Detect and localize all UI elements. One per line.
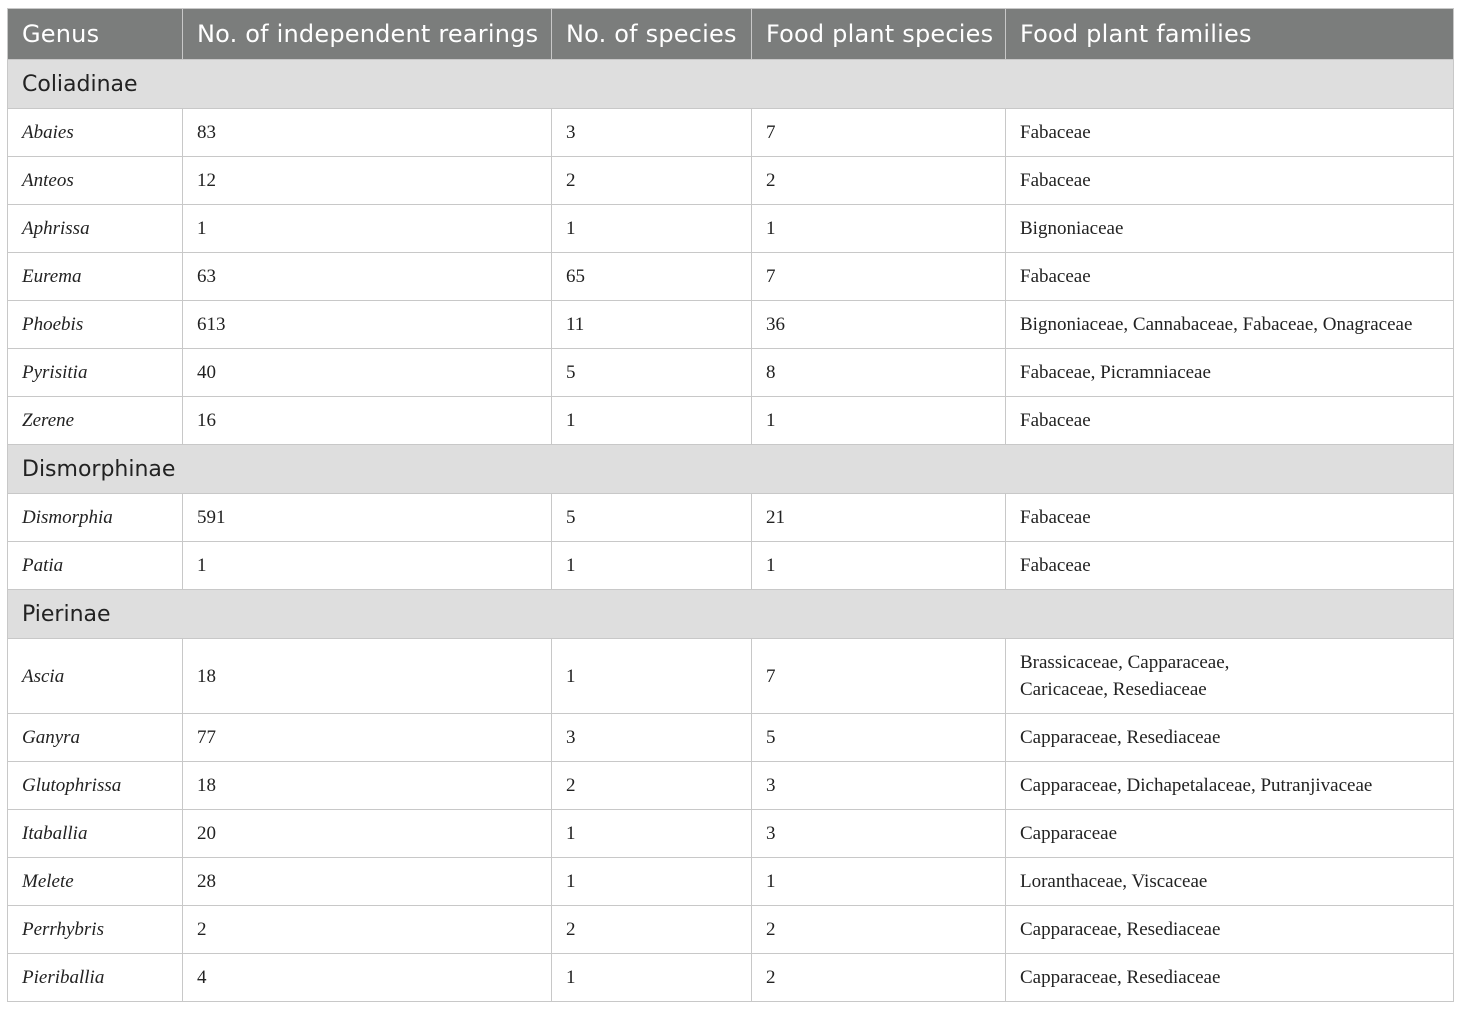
- rearings-cell: 83: [183, 109, 552, 157]
- families-cell: Fabaceae: [1006, 542, 1454, 590]
- table-row: [8, 397, 1454, 445]
- table-row: [8, 954, 1454, 1002]
- header-food-plant-species: Food plant species: [752, 9, 1006, 60]
- food-species-cell: 7: [752, 639, 1006, 714]
- food-species-cell: 1: [752, 542, 1006, 590]
- genus-cell: Patia: [8, 542, 183, 590]
- table-row: [8, 858, 1454, 906]
- group-row-coliadinae: [8, 60, 1454, 109]
- rearings-cell: 2: [183, 906, 552, 954]
- table-row: [8, 205, 1454, 253]
- families-cell: Loranthaceae, Viscaceae: [1006, 858, 1454, 906]
- table-row: [8, 349, 1454, 397]
- families-line-2: Caricaceae, Resediaceae: [1020, 679, 1207, 700]
- genus-cell: Perrhybris: [8, 906, 183, 954]
- table-body: [8, 60, 1454, 1002]
- species-cell: 1: [552, 858, 752, 906]
- rearings-cell: 77: [183, 714, 552, 762]
- food-species-cell: 1: [752, 397, 1006, 445]
- genus-cell: Abaies: [8, 109, 183, 157]
- rearings-cell: 20: [183, 810, 552, 858]
- species-cell: 2: [552, 906, 752, 954]
- families-cell: Capparaceae, Dichapetalaceae, Putranjivaceae: [1006, 762, 1454, 810]
- families-cell: Fabaceae: [1006, 157, 1454, 205]
- table-row: [8, 109, 1454, 157]
- food-species-cell: 7: [752, 109, 1006, 157]
- header-food-plant-families: Food plant families: [1006, 9, 1454, 60]
- table-row: [8, 494, 1454, 542]
- species-cell: 1: [552, 954, 752, 1002]
- food-species-cell: 8: [752, 349, 1006, 397]
- rearings-cell: 16: [183, 397, 552, 445]
- species-cell: 3: [552, 714, 752, 762]
- genus-cell: Aphrissa: [8, 205, 183, 253]
- families-cell: Capparaceae: [1006, 810, 1454, 858]
- table-row: [8, 906, 1454, 954]
- families-cell: [1006, 639, 1454, 714]
- header-rearings: No. of independent rearings: [183, 9, 552, 60]
- food-species-cell: 2: [752, 906, 1006, 954]
- header-species: No. of species: [552, 9, 752, 60]
- genus-cell: Anteos: [8, 157, 183, 205]
- food-species-cell: 2: [752, 157, 1006, 205]
- species-cell: 2: [552, 762, 752, 810]
- species-cell: 11: [552, 301, 752, 349]
- group-label: Dismorphinae: [8, 445, 1454, 494]
- species-cell: 3: [552, 109, 752, 157]
- genus-cell: Itaballia: [8, 810, 183, 858]
- families-cell: Capparaceae, Resediaceae: [1006, 954, 1454, 1002]
- genus-cell: Zerene: [8, 397, 183, 445]
- food-species-cell: 3: [752, 810, 1006, 858]
- genus-cell: Pieriballia: [8, 954, 183, 1002]
- table-row: [8, 639, 1454, 714]
- food-species-cell: 1: [752, 858, 1006, 906]
- species-cell: 1: [552, 542, 752, 590]
- genus-cell: Ascia: [8, 639, 183, 714]
- rearings-cell: 18: [183, 639, 552, 714]
- families-cell: Fabaceae: [1006, 109, 1454, 157]
- families-cell: Capparaceae, Resediaceae: [1006, 714, 1454, 762]
- table-header: [8, 9, 1454, 60]
- families-line-1: Brassicaceae, Capparaceae,: [1020, 652, 1230, 673]
- header-row: [8, 9, 1454, 60]
- genus-cell: Ganyra: [8, 714, 183, 762]
- header-genus: Genus: [8, 9, 183, 60]
- species-cell: 2: [552, 157, 752, 205]
- families-cell: Fabaceae: [1006, 253, 1454, 301]
- families-cell: Fabaceae: [1006, 494, 1454, 542]
- group-label: Pierinae: [8, 590, 1454, 639]
- species-cell: 65: [552, 253, 752, 301]
- group-label: Coliadinae: [8, 60, 1454, 109]
- genus-cell: Glutophrissa: [8, 762, 183, 810]
- table-row: [8, 301, 1454, 349]
- table-row: [8, 542, 1454, 590]
- families-cell: Fabaceae: [1006, 397, 1454, 445]
- table-row: [8, 714, 1454, 762]
- rearings-cell: 1: [183, 542, 552, 590]
- families-cell: Bignoniaceae, Cannabaceae, Fabaceae, Onagraceae: [1006, 301, 1454, 349]
- food-species-cell: 5: [752, 714, 1006, 762]
- group-row-dismorphinae: [8, 445, 1454, 494]
- rearings-cell: 613: [183, 301, 552, 349]
- species-cell: 5: [552, 349, 752, 397]
- genus-cell: Pyrisitia: [8, 349, 183, 397]
- food-species-cell: 36: [752, 301, 1006, 349]
- genus-cell: Melete: [8, 858, 183, 906]
- table-row: [8, 810, 1454, 858]
- rearings-cell: 1: [183, 205, 552, 253]
- food-species-cell: 2: [752, 954, 1006, 1002]
- food-species-cell: 7: [752, 253, 1006, 301]
- species-cell: 1: [552, 810, 752, 858]
- genus-cell: Eurema: [8, 253, 183, 301]
- families-cell: Fabaceae, Picramniaceae: [1006, 349, 1454, 397]
- rearings-cell: 28: [183, 858, 552, 906]
- rearings-cell: 12: [183, 157, 552, 205]
- rearings-cell: 40: [183, 349, 552, 397]
- species-cell: 1: [552, 397, 752, 445]
- rearings-cell: 18: [183, 762, 552, 810]
- families-cell: Bignoniaceae: [1006, 205, 1454, 253]
- table-row: [8, 762, 1454, 810]
- food-species-cell: 3: [752, 762, 1006, 810]
- species-cell: 5: [552, 494, 752, 542]
- food-plant-table: [7, 8, 1454, 1002]
- group-row-pierinae: [8, 590, 1454, 639]
- families-cell: Capparaceae, Resediaceae: [1006, 906, 1454, 954]
- species-cell: 1: [552, 639, 752, 714]
- genus-cell: Dismorphia: [8, 494, 183, 542]
- food-species-cell: 1: [752, 205, 1006, 253]
- rearings-cell: 4: [183, 954, 552, 1002]
- table-row: [8, 253, 1454, 301]
- species-cell: 1: [552, 205, 752, 253]
- rearings-cell: 63: [183, 253, 552, 301]
- rearings-cell: 591: [183, 494, 552, 542]
- food-species-cell: 21: [752, 494, 1006, 542]
- table-row: [8, 157, 1454, 205]
- genus-cell: Phoebis: [8, 301, 183, 349]
